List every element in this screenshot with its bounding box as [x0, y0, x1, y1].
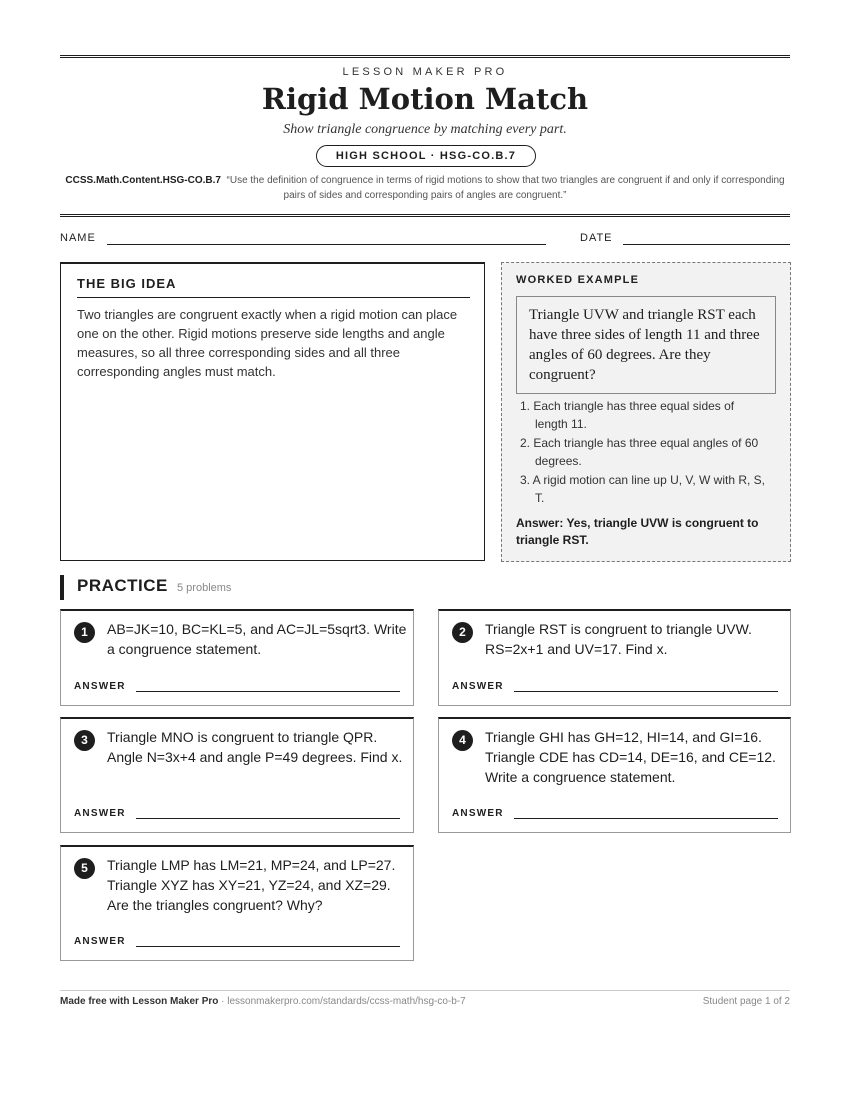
worked-example-heading: WORKED EXAMPLE: [516, 274, 640, 286]
problem-number-badge: 2: [452, 622, 473, 643]
problem-card-3: [60, 717, 414, 833]
page-title: Rigid Motion Match: [261, 82, 589, 116]
footer-made-with: Made free with Lesson Maker Pro: [60, 996, 219, 1007]
top-double-rule: [60, 55, 790, 58]
worked-example-panel: [501, 262, 791, 562]
problem-number-badge: 3: [74, 730, 95, 751]
worked-example-step: 3. A rigid motion can line up U, V, W with R, S, T.: [520, 473, 766, 505]
brand-label: LESSON MAKER PRO: [342, 66, 508, 78]
worked-example-step: 1. Each triangle has three equal sides of length 11.: [520, 399, 735, 431]
big-idea-divider: [77, 297, 470, 298]
worked-example-question: Triangle UVW and triangle RST each have three sides of length 11 and three angles of 60 degrees. Are they congruent?: [516, 296, 776, 394]
answer-field[interactable]: [136, 946, 400, 947]
header-bottom-double-rule: [60, 214, 790, 217]
problem-number-badge: 4: [452, 730, 473, 751]
problem-number-badge: 5: [74, 858, 95, 879]
answer-label: ANSWER: [452, 681, 504, 692]
footer-url: · lessonmakerpro.com/standards/ccss-math/hsg-co-b-7: [218, 996, 466, 1007]
answer-field[interactable]: [136, 691, 400, 692]
grade-standard-badge: HIGH SCHOOL · HSG-CO.B.7: [316, 145, 536, 167]
answer-label: ANSWER: [452, 808, 504, 819]
big-idea-body: Two triangles are congruent exactly when a rigid motion can place one on the other. Rigid motions preserve side lengths and angle measures, so all three corresponding sides and all three corresponding angles must match.: [77, 307, 458, 379]
date-field[interactable]: [623, 244, 790, 245]
footer-page-number: Student page 1 of 2: [702, 996, 790, 1007]
name-label: NAME: [60, 232, 96, 244]
problem-text: Triangle MNO is congruent to triangle QPR. Angle N=3x+4 and angle P=49 degrees. Find x.: [107, 729, 403, 765]
practice-heading: PRACTICE: [77, 576, 168, 595]
answer-label: ANSWER: [74, 808, 126, 819]
standard-code: CCSS.Math.Content.HSG-CO.B.7: [65, 175, 221, 186]
problem-text: Triangle LMP has LM=21, MP=24, and LP=27. Triangle XYZ has XY=21, YZ=24, and XZ=29. Are the triangles congruent? Why?: [107, 857, 396, 913]
problem-text: Triangle RST is congruent to triangle UVW. RS=2x+1 and UV=17. Find x.: [485, 621, 752, 657]
standard-text: “Use the definition of congruence in terms of rigid motions to show that two triangles are congruent if and only if corresponding pairs of sides and corresponding pairs of angles are congruent.”: [226, 175, 785, 201]
worked-example-steps: [520, 397, 770, 508]
answer-field[interactable]: [514, 691, 778, 692]
standard-description: [62, 173, 788, 203]
practice-accent-bar: [60, 575, 64, 600]
problem-card-4: [438, 717, 791, 833]
problem-text: AB=JK=10, BC=KL=5, and AC=JL=5sqrt3. Write a congruence statement.: [107, 621, 407, 657]
date-label: DATE: [580, 232, 613, 244]
worked-example-step: 2. Each triangle has three equal angles of 60 degrees.: [520, 436, 759, 468]
big-idea-heading: THE BIG IDEA: [77, 276, 177, 291]
name-field[interactable]: [107, 244, 546, 245]
problem-number-badge: 1: [74, 622, 95, 643]
answer-label: ANSWER: [74, 681, 126, 692]
big-idea-panel: [60, 262, 485, 561]
footer-credit: [60, 996, 466, 1007]
answer-label: ANSWER: [74, 936, 126, 947]
problem-card-5: [60, 845, 414, 961]
problem-card-2: [438, 609, 791, 706]
problem-text: Triangle GHI has GH=12, HI=14, and GI=16. Triangle CDE has CD=14, DE=16, and CE=12. Write a congruence statement.: [485, 729, 776, 785]
problem-card-1: [60, 609, 414, 706]
answer-field[interactable]: [136, 818, 400, 819]
practice-count: 5 problems: [177, 582, 232, 594]
footer-divider: [60, 990, 790, 991]
worked-example-answer: Answer: Yes, triangle UVW is congruent to triangle RST.: [516, 516, 759, 547]
answer-field[interactable]: [514, 818, 778, 819]
page-subtitle: Show triangle congruence by matching every part.: [283, 122, 567, 137]
